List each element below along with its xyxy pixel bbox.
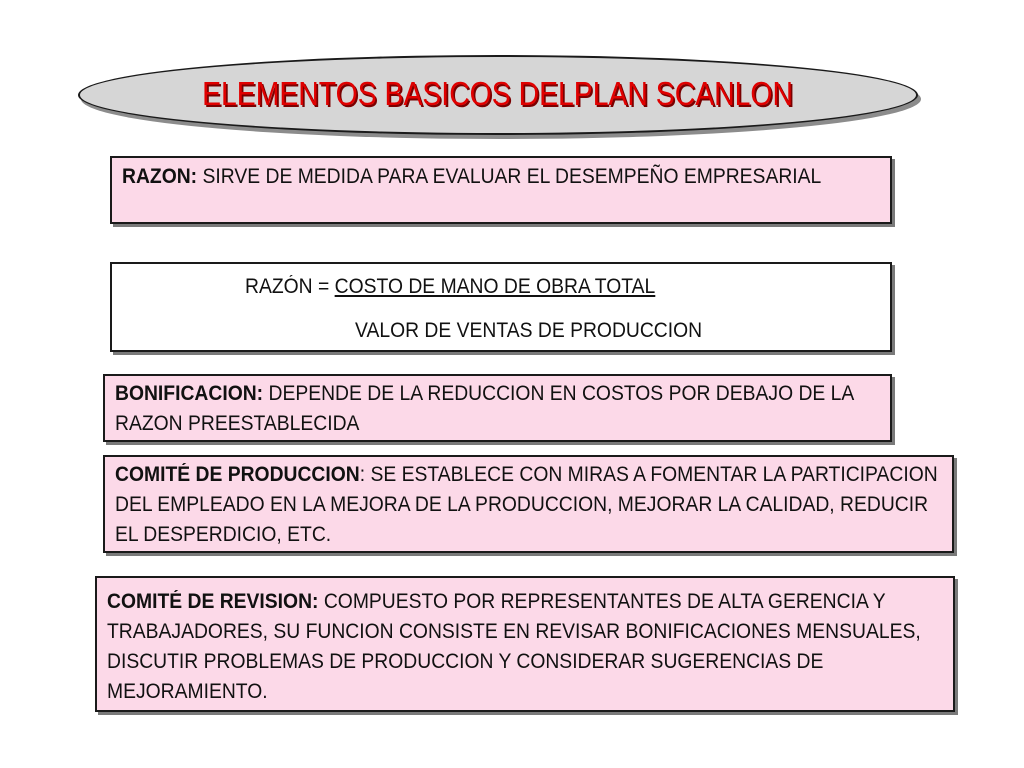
comite-revision-label: COMITÉ DE REVISION: (107, 590, 319, 613)
comite-revision-text: COMPUESTO POR REPRESENTANTES DE ALTA GERENCIA Y TRABAJADORES, SU FUNCION CONSISTE EN REVISAR BONIFICACIONES MENSUALES, DISCUTIR PROBLEMAS DE PRODUCCION Y CONSIDERAR SUGERENCIAS DE MEJORAMIENTO. (107, 590, 921, 703)
bonificacion-label: BONIFICACION: (115, 382, 264, 405)
formula-numerator-line (245, 272, 655, 302)
page-title: ELEMENTOS BASICOS DELPLAN SCANLON (202, 75, 794, 112)
formula-numerator: COSTO DE MANO DE OBRA TOTAL (334, 275, 656, 298)
formula-left: RAZÓN = (245, 275, 335, 298)
bonificacion-content (115, 379, 885, 439)
comite-produccion-content (115, 460, 947, 550)
razon-label: RAZON: (122, 165, 198, 188)
razon-text: SIRVE DE MEDIDA PARA EVALUAR EL DESEMPEÑO EMPRESARIAL (197, 165, 822, 188)
bonificacion-text: DEPENDE DE LA REDUCCION EN COSTOS POR DEBAJO DE LA RAZON PREESTABLECIDA (115, 382, 854, 435)
title-banner (78, 55, 918, 135)
comite-revision-box (95, 576, 955, 712)
bonificacion-box (103, 374, 892, 442)
comite-produccion-label: COMITÉ DE PRODUCCION (115, 463, 360, 486)
razon-content (122, 162, 885, 192)
formula-denominator: VALOR DE VENTAS DE PRODUCCION (355, 319, 703, 342)
formula-box (110, 262, 892, 352)
comite-produccion-text: : SE ESTABLECE CON MIRAS A FOMENTAR LA PARTICIPACION DEL EMPLEADO EN LA MEJORA DE LA PRODUCCION, MEJORAR LA CALIDAD, REDUCIR EL DESPERDICIO, ETC. (115, 463, 938, 546)
comite-produccion-box (103, 455, 954, 553)
comite-revision-content (107, 587, 948, 707)
razon-box (110, 156, 892, 224)
